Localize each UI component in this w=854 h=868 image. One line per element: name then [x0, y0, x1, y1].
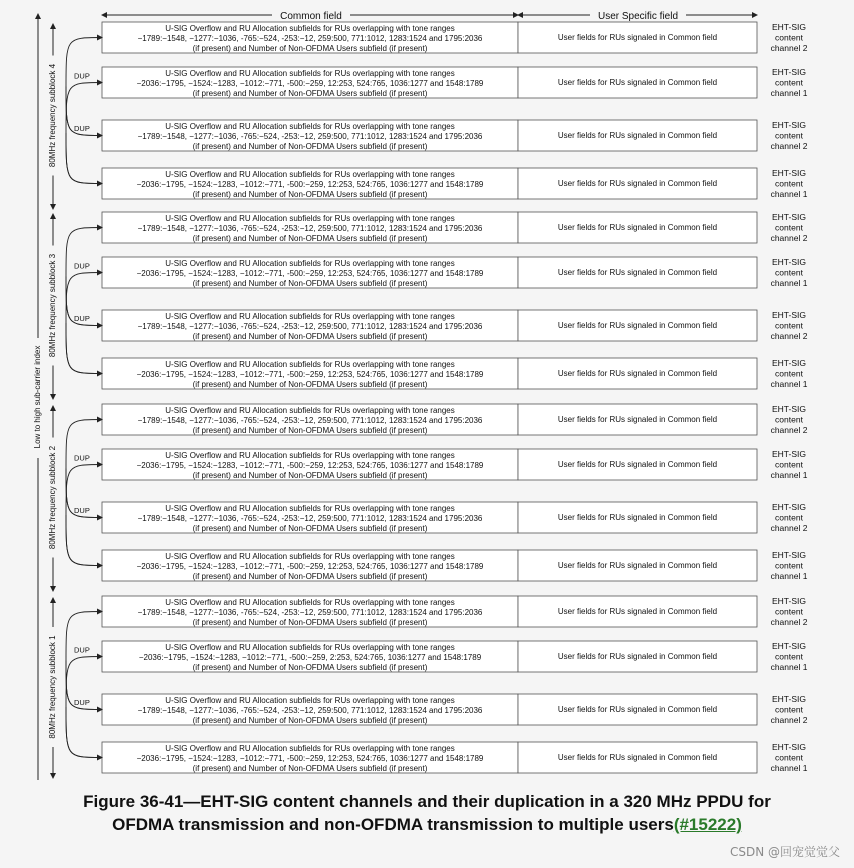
caption-line-2: [0, 813, 854, 836]
diagram-row: [102, 22, 808, 53]
common-field-text: U-SIG Overflow and RU Allocation subfields for RUs overlapping with tone ranges: [165, 69, 455, 78]
diagram-row: [102, 596, 808, 627]
user-field-text: User fields for RUs signaled in Common field: [557, 607, 718, 616]
eht-sig-channel-label: content: [775, 459, 803, 470]
subcarrier-axis-label: Low to high sub-carrier index: [33, 345, 42, 449]
diagram-row: [102, 742, 808, 773]
eht-sig-channel-label: channel 2: [770, 425, 808, 435]
common-field-text: −2036:−1795, −1524:−1283, −1012:−771, -500:−259, 12:253, 524:765, 1036:1277 and 1548:1789: [136, 79, 484, 88]
diagram-row: [102, 310, 808, 341]
eht-sig-channel-label: content: [775, 651, 803, 662]
eht-sig-channel-label: channel 1: [770, 763, 808, 773]
dup-label: DUP: [74, 314, 90, 323]
eht-sig-channel-label: EHT-SIG: [771, 502, 807, 512]
common-field-text: (if present) and Number of Non-OFDMA Users subfield (if present): [192, 663, 428, 672]
diagram-row: [102, 449, 808, 480]
diagram-row: [102, 641, 808, 672]
common-field-text: −2036:−1795, −1524:−1283, −1012:−771, -500:−259, 12:253, 524:765, 1036:1277 and 1548:1789: [136, 370, 484, 379]
dup-arrow-ch1-start: [66, 707, 102, 758]
dup-arrow-ch1: [66, 465, 102, 566]
diagram-row: [102, 404, 808, 435]
subblock-label: 80MHz frequency subblock 4: [48, 63, 57, 168]
eht-sig-channel-label: EHT-SIG: [771, 257, 807, 267]
eht-sig-channel-label: channel 2: [770, 331, 808, 341]
common-field-text: U-SIG Overflow and RU Allocation subfields for RUs overlapping with tone ranges: [165, 24, 455, 33]
common-field-text: (if present) and Number of Non-OFDMA Users subfield (if present): [192, 234, 428, 243]
common-field-text: −1789:−1548, −1277:−1036, -765:−524, -253:−12, 259:500, 771:1012, 1283:1524 and 1795:2036: [137, 706, 483, 715]
subblock-label: 80MHz frequency subblock 2: [48, 445, 57, 550]
eht-sig-channel-label: content: [775, 704, 803, 715]
subblock-2: [48, 404, 808, 591]
dup-arrow-ch1: [66, 273, 102, 374]
common-field-text: (if present) and Number of Non-OFDMA Users subfield (if present): [192, 716, 428, 725]
eht-sig-channel-label: EHT-SIG: [771, 596, 807, 606]
eht-sig-channel-label: channel 2: [770, 43, 808, 53]
dup-arrow-ch2: [66, 612, 102, 710]
user-field-text: User fields for RUs signaled in Common field: [557, 223, 718, 232]
common-field-text: (if present) and Number of Non-OFDMA Users subfield (if present): [192, 524, 428, 533]
eht-sig-channel-label: channel 2: [770, 715, 808, 725]
common-field-text: −2036:−1795, −1524:−1283, −1012:−771, -500:−259, 12:253, 524:765, 1036:1277 and 1548:1789: [136, 269, 484, 278]
dup-label: DUP: [74, 698, 90, 707]
dup-label: DUP: [74, 645, 90, 655]
user-field-text: User fields for RUs signaled in Common field: [557, 369, 718, 378]
common-field-text: −2036:−1795, −1524:−1283, −1012:−771, -500:−259, 2:253, 524:765, 1036:1277 and 1548:1789: [138, 653, 482, 662]
eht-sig-channel-label: channel 2: [770, 141, 808, 151]
dup-label: DUP: [74, 506, 90, 515]
diagram-row: [102, 168, 808, 199]
common-field-text: U-SIG Overflow and RU Allocation subfields for RUs overlapping with tone ranges: [165, 504, 455, 513]
common-field-text: U-SIG Overflow and RU Allocation subfields for RUs overlapping with tone ranges: [165, 312, 455, 321]
eht-sig-channel-label: content: [775, 512, 803, 523]
eht-sig-channel-label: content: [775, 414, 803, 425]
common-field-text: (if present) and Number of Non-OFDMA Users subfield (if present): [192, 44, 428, 53]
figure-caption: [0, 790, 854, 836]
eht-sig-channel-label: channel 2: [770, 617, 808, 627]
caption-link[interactable]: (#15222): [673, 815, 742, 834]
common-field-text: −1789:−1548, −1277:−1036, -765:−524, -253:−12, 259:500, 771:1012, 1283:1524 and 1795:2036: [137, 514, 483, 523]
common-field-text: (if present) and Number of Non-OFDMA Users subfield (if present): [192, 89, 428, 98]
diagram-row: [102, 67, 808, 98]
dup-arrow-ch1: [66, 83, 102, 184]
subblock-label: 80MHz frequency subblock 3: [48, 253, 57, 358]
eht-sig-channel-label: EHT-SIG: [771, 168, 807, 178]
common-field-text: (if present) and Number of Non-OFDMA Users subfield (if present): [192, 426, 428, 435]
eht-sig-channel-label: channel 2: [770, 523, 808, 533]
caption-line-2-text: OFDMA transmission and non-OFDMA transmission to multiple users: [112, 815, 674, 834]
common-field-text: (if present) and Number of Non-OFDMA Users subfield (if present): [192, 572, 428, 581]
diagram-row: [102, 257, 808, 288]
dup-arrow-ch2: [66, 228, 102, 326]
user-field-text: User fields for RUs signaled in Common field: [557, 415, 718, 424]
eht-sig-channel-label: EHT-SIG: [771, 550, 807, 560]
diagram-row: [102, 550, 808, 581]
eht-sig-channel-label: channel 1: [770, 278, 808, 288]
eht-sig-channel-label: content: [775, 130, 803, 141]
common-field-text: −2036:−1795, −1524:−1283, −1012:−771, -500:−259, 12:253, 524:765, 1036:1277 and 1548:1789: [136, 754, 484, 763]
diagram-row: [102, 120, 808, 151]
eht-sig-channel-label: EHT-SIG: [771, 449, 807, 459]
user-field-text: User fields for RUs signaled in Common field: [557, 705, 718, 714]
diagram-row: [102, 694, 808, 725]
user-field-text: User fields for RUs signaled in Common field: [557, 513, 718, 522]
eht-sig-channel-label: EHT-SIG: [771, 310, 807, 320]
eht-sig-channel-label: content: [775, 320, 803, 331]
dup-label: DUP: [74, 71, 90, 81]
dup-arrow-ch2: [66, 38, 102, 136]
user-specific-field-header: User Specific field: [597, 11, 679, 22]
eht-sig-channel-label: EHT-SIG: [771, 742, 807, 752]
common-field-text: −1789:−1548, −1277:−1036, -765:−524, -253:−12, 259:500, 771:1012, 1283:1524 and 1795:2036: [137, 34, 483, 43]
common-field-text: U-SIG Overflow and RU Allocation subfields for RUs overlapping with tone ranges: [165, 451, 455, 460]
eht-sig-channel-label: EHT-SIG: [771, 120, 807, 130]
common-field-text: (if present) and Number of Non-OFDMA Users subfield (if present): [192, 142, 428, 151]
common-field-text: (if present) and Number of Non-OFDMA Users subfield (if present): [192, 279, 428, 288]
common-field-text: −2036:−1795, −1524:−1283, −1012:−771, -500:−259, 12:253, 524:765, 1036:1277 and 1548:1789: [136, 180, 484, 189]
eht-sig-channel-label: channel 1: [770, 379, 808, 389]
user-field-text: User fields for RUs signaled in Common field: [557, 33, 718, 42]
dup-arrow-ch1-start: [66, 323, 102, 374]
eht-sig-channel-label: channel 1: [770, 88, 808, 98]
user-field-text: User fields for RUs signaled in Common field: [557, 460, 718, 469]
subblock-3: [48, 212, 808, 399]
eht-sig-channel-label: content: [775, 267, 803, 278]
common-field-text: −2036:−1795, −1524:−1283, −1012:−771, -500:−259, 12:253, 524:765, 1036:1277 and 1548:1789: [136, 461, 484, 470]
eht-sig-channel-label: EHT-SIG: [771, 358, 807, 368]
dup-label: DUP: [74, 124, 90, 133]
diagram-row: [102, 502, 808, 533]
dup-arrow-ch1: [66, 657, 102, 758]
common-field-text: −1789:−1548, −1277:−1036, -765:−524, -253:−12, 259:500, 771:1012, 1283:1524 and 1795:2036: [137, 608, 483, 617]
common-field-text: −1789:−1548, −1277:−1036, -765:−524, -253:−12, 259:500, 771:1012, 1283:1524 and 1795:2036: [137, 322, 483, 331]
eht-sig-channel-label: EHT-SIG: [771, 641, 807, 651]
dup-arrow-ch2: [66, 420, 102, 518]
user-field-text: User fields for RUs signaled in Common field: [557, 179, 718, 188]
eht-sig-channel-label: content: [775, 560, 803, 571]
common-field-header: Common field: [280, 11, 342, 22]
subblock-1: [48, 596, 808, 778]
subblock-4: [48, 22, 808, 209]
dup-arrow-ch1-start: [66, 515, 102, 566]
common-field-text: U-SIG Overflow and RU Allocation subfields for RUs overlapping with tone ranges: [165, 170, 455, 179]
common-field-text: −2036:−1795, −1524:−1283, −1012:−771, -500:−259, 12:253, 524:765, 1036:1277 and 1548:1789: [136, 562, 484, 571]
user-field-text: User fields for RUs signaled in Common field: [557, 321, 718, 330]
common-field-text: U-SIG Overflow and RU Allocation subfields for RUs overlapping with tone ranges: [165, 214, 455, 223]
caption-line-1: Figure 36-41—EHT-SIG content channels and their duplication in a 320 MHz PPDU for: [83, 792, 771, 811]
common-field-text: U-SIG Overflow and RU Allocation subfields for RUs overlapping with tone ranges: [165, 360, 455, 369]
eht-sig-channel-label: channel 1: [770, 470, 808, 480]
eht-sig-channel-label: EHT-SIG: [771, 212, 807, 222]
eht-sig-channel-label: EHT-SIG: [771, 67, 807, 77]
user-field-text: User fields for RUs signaled in Common field: [557, 268, 718, 277]
user-field-text: User fields for RUs signaled in Common field: [557, 561, 718, 570]
eht-sig-channel-label: content: [775, 222, 803, 233]
common-field-text: (if present) and Number of Non-OFDMA Users subfield (if present): [192, 332, 428, 341]
common-field-text: −1789:−1548, −1277:−1036, -765:−524, -253:−12, 259:500, 771:1012, 1283:1524 and 1795:2036: [137, 416, 483, 425]
diagram-row: [102, 212, 808, 243]
common-field-text: U-SIG Overflow and RU Allocation subfields for RUs overlapping with tone ranges: [165, 598, 455, 607]
common-field-text: (if present) and Number of Non-OFDMA Users subfield (if present): [192, 190, 428, 199]
dup-label: DUP: [74, 453, 90, 463]
eht-sig-channel-label: content: [775, 752, 803, 763]
eht-sig-channel-label: channel 1: [770, 571, 808, 581]
common-field-text: U-SIG Overflow and RU Allocation subfields for RUs overlapping with tone ranges: [165, 552, 455, 561]
common-field-text: (if present) and Number of Non-OFDMA Users subfield (if present): [192, 380, 428, 389]
eht-sig-channel-label: content: [775, 77, 803, 88]
common-field-text: −1789:−1548, −1277:−1036, -765:−524, -253:−12, 259:500, 771:1012, 1283:1524 and 1795:2036: [137, 132, 483, 141]
user-field-text: User fields for RUs signaled in Common field: [557, 131, 718, 140]
user-field-text: User fields for RUs signaled in Common field: [557, 753, 718, 762]
eht-sig-channel-label: content: [775, 368, 803, 379]
user-field-text: User fields for RUs signaled in Common field: [557, 78, 718, 87]
subblocks-group: [48, 22, 808, 778]
dup-arrow-ch1-start: [66, 133, 102, 184]
common-field-text: (if present) and Number of Non-OFDMA Users subfield (if present): [192, 471, 428, 480]
common-field-text: −1789:−1548, −1277:−1036, -765:−524, -253:−12, 259:500, 771:1012, 1283:1524 and 1795:2036: [137, 224, 483, 233]
eht-sig-channel-label: EHT-SIG: [771, 22, 807, 32]
common-field-text: U-SIG Overflow and RU Allocation subfields for RUs overlapping with tone ranges: [165, 696, 455, 705]
common-field-text: U-SIG Overflow and RU Allocation subfields for RUs overlapping with tone ranges: [165, 259, 455, 268]
eht-sig-channel-label: EHT-SIG: [771, 694, 807, 704]
diagram-row: [102, 358, 808, 389]
common-field-text: (if present) and Number of Non-OFDMA Users subfield (if present): [192, 764, 428, 773]
eht-sig-channel-label: EHT-SIG: [771, 404, 807, 414]
user-field-text: User fields for RUs signaled in Common field: [557, 652, 718, 661]
eht-sig-channel-label: content: [775, 606, 803, 617]
watermark: CSDN @回宠觉觉父: [729, 845, 840, 859]
eht-sig-channel-label: content: [775, 32, 803, 43]
eht-sig-channel-label: channel 1: [770, 189, 808, 199]
dup-label: DUP: [74, 261, 90, 271]
common-field-text: U-SIG Overflow and RU Allocation subfields for RUs overlapping with tone ranges: [165, 406, 455, 415]
eht-sig-channel-label: channel 1: [770, 662, 808, 672]
common-field-text: U-SIG Overflow and RU Allocation subfields for RUs overlapping with tone ranges: [165, 643, 455, 652]
subblock-label: 80MHz frequency subblock 1: [48, 635, 57, 739]
common-field-text: U-SIG Overflow and RU Allocation subfields for RUs overlapping with tone ranges: [165, 122, 455, 131]
common-field-text: (if present) and Number of Non-OFDMA Users subfield (if present): [192, 618, 428, 627]
common-field-text: U-SIG Overflow and RU Allocation subfields for RUs overlapping with tone ranges: [165, 744, 455, 753]
eht-sig-channel-label: content: [775, 178, 803, 189]
eht-sig-channel-label: channel 2: [770, 233, 808, 243]
